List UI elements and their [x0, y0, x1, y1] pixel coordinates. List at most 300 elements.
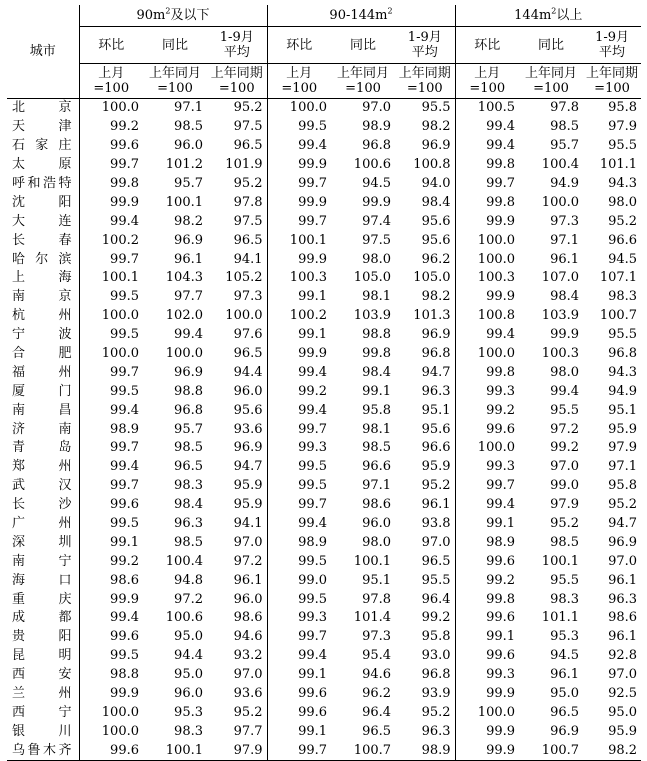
index-value-cell: 99.7 [298, 421, 328, 437]
table-body [7, 99, 641, 761]
base-header-line1: 上年同期 [398, 66, 451, 81]
city-column-header: 城市 [7, 5, 79, 99]
index-value-cell: 99.6 [486, 553, 516, 569]
index-value-cell: 99.5 [298, 459, 328, 475]
index-value-cell: 100.6 [353, 157, 392, 173]
index-value-cell: 94.7 [207, 458, 267, 477]
index-value-cell: 96.9 [395, 326, 455, 345]
index-value-cell: 102.0 [165, 308, 203, 324]
index-value-cell: 99.6 [110, 629, 139, 645]
index-value-cell: 100.3 [477, 270, 516, 286]
index-value-cell: 99.1 [298, 723, 328, 739]
index-value-cell: 97.2 [207, 552, 267, 571]
index-value-cell: 99.8 [110, 176, 139, 191]
index-value-cell: 96.5 [207, 231, 267, 250]
index-value-cell: 98.9 [110, 421, 139, 437]
group-header-medium: $90-144m^2$ [267, 5, 455, 27]
index-value-cell: 97.9 [608, 440, 638, 456]
index-value-cell: 98.3 [608, 289, 638, 305]
index-value-cell: 99.9 [550, 327, 580, 343]
index-value-cell: 101.4 [353, 610, 392, 626]
index-value-cell: 96.2 [362, 686, 392, 702]
table-row [7, 382, 641, 401]
index-value-cell: 97.3 [550, 213, 580, 229]
index-value-cell: 100.0 [207, 307, 267, 326]
index-value-cell: 104.3 [165, 270, 203, 286]
index-value-cell: 94.5 [608, 251, 638, 267]
index-value-cell: 95.8 [608, 478, 638, 494]
index-value-cell: 99.7 [486, 176, 516, 191]
index-value-cell: 99.5 [110, 648, 139, 664]
index-value-cell: 101.9 [207, 156, 267, 175]
index-value-cell: 95.7 [550, 138, 580, 154]
table-row [7, 156, 641, 175]
city-name-cell: 哈尔滨 [7, 250, 79, 269]
index-value-cell: 95.2 [395, 704, 455, 723]
metric-header-mom: 环比 [267, 27, 331, 64]
index-value-cell: 96.3 [395, 722, 455, 741]
city-name-cell: 兰州 [7, 685, 79, 704]
table-row [7, 609, 641, 628]
index-value-cell: 100.5 [477, 100, 516, 116]
index-value-cell: 97.1 [550, 232, 580, 248]
index-value-cell: 95.8 [395, 628, 455, 647]
index-value-cell: 94.4 [174, 648, 203, 664]
index-value-cell: 99.2 [486, 402, 516, 418]
index-value-cell: 100.0 [289, 100, 328, 116]
metric-header-ytd-avg-line1: 1-9月 [407, 30, 442, 45]
price-index-table [7, 5, 641, 761]
base-header-line2: =100 [93, 81, 130, 96]
index-value-cell: 100.0 [541, 194, 580, 210]
table-row [7, 269, 641, 288]
city-name-cell: 乌鲁木齐 [7, 741, 79, 760]
index-value-cell: 98.0 [362, 251, 392, 267]
base-header-line2: =100 [594, 81, 630, 96]
index-value-cell: 100.1 [165, 194, 203, 210]
index-value-cell: 98.5 [174, 534, 203, 550]
index-value-cell: 95.5 [608, 138, 638, 154]
index-value-cell: 93.8 [395, 515, 455, 534]
index-value-cell: 99.7 [110, 364, 139, 380]
metric-header-yoy: 同比 [519, 27, 583, 64]
index-value-cell: 99.6 [486, 610, 516, 626]
index-value-cell: 99.7 [298, 176, 328, 191]
metric-header-mom: 环比 [79, 27, 143, 64]
index-value-cell: 99.7 [110, 251, 139, 267]
group-header-large: $144m^2$以上 [455, 5, 641, 27]
base-header-line2: =100 [281, 81, 318, 96]
base-header-line1: 上月 [98, 66, 125, 81]
table-row [7, 288, 641, 307]
index-value-cell: 100.0 [477, 251, 516, 267]
city-name-cell: 贵阳 [7, 628, 79, 647]
city-name-cell: 广州 [7, 515, 79, 534]
index-value-cell: 99.1 [298, 667, 328, 683]
table-row [7, 326, 641, 345]
index-value-cell: 96.3 [395, 382, 455, 401]
index-value-cell: 99.6 [298, 686, 328, 702]
city-name-cell: 青岛 [7, 439, 79, 458]
index-value-cell: 100.0 [101, 100, 139, 116]
index-value-cell: 99.7 [110, 157, 139, 173]
index-value-cell: 99.3 [486, 459, 516, 475]
city-name-cell: 西宁 [7, 704, 79, 723]
metric-header-mom: 环比 [455, 27, 519, 64]
index-value-cell: 101.1 [541, 610, 580, 626]
index-value-cell: 99.4 [110, 459, 139, 475]
metric-header-ytd-avg-line1: 1-9月 [219, 30, 254, 45]
index-value-cell: 95.2 [395, 477, 455, 496]
index-value-cell: 94.6 [362, 667, 392, 683]
index-value-cell: 99.5 [110, 383, 139, 399]
index-value-cell: 98.8 [174, 383, 203, 399]
city-name-cell: 天津 [7, 118, 79, 137]
index-value-cell: 96.0 [362, 516, 392, 532]
table-row [7, 666, 641, 685]
index-value-cell: 99.8 [486, 157, 516, 173]
group-header-small: $90m^2$及以下 [79, 5, 267, 27]
index-value-cell: 96.8 [395, 666, 455, 685]
index-value-cell: 96.3 [174, 516, 203, 532]
index-value-cell: 100.0 [101, 723, 139, 739]
index-value-cell: 95.0 [174, 667, 203, 683]
city-name-cell: 武汉 [7, 477, 79, 496]
base-header-same-month-last-year [331, 64, 395, 99]
index-value-cell: 96.1 [608, 629, 638, 645]
index-value-cell: 99.2 [110, 553, 139, 569]
city-name-cell: 南宁 [7, 552, 79, 571]
index-value-cell: 95.7 [174, 176, 203, 191]
index-value-cell: 95.9 [608, 421, 638, 437]
index-value-cell: 98.2 [583, 741, 641, 760]
index-value-cell: 96.1 [174, 251, 203, 267]
index-value-cell: 99.9 [110, 591, 139, 607]
index-value-cell: 99.4 [174, 327, 203, 343]
city-name-cell: 太原 [7, 156, 79, 175]
index-value-cell: 99.8 [486, 364, 516, 380]
table-row [7, 647, 641, 666]
index-value-cell: 100.4 [165, 553, 203, 569]
index-value-cell: 99.1 [298, 289, 328, 305]
base-header-line1: 上年同期 [210, 66, 263, 81]
city-name-cell: 杭州 [7, 307, 79, 326]
index-value-cell: 97.5 [207, 212, 267, 231]
base-header-line2: =100 [345, 81, 381, 96]
table-row [7, 99, 641, 118]
base-header-line1: 上年同期 [586, 66, 639, 81]
base-header-same-period-last-year [583, 64, 641, 99]
index-value-cell: 95.2 [608, 213, 638, 229]
table-row [7, 552, 641, 571]
base-header-line2: =100 [157, 81, 193, 96]
index-value-cell: 100.0 [101, 308, 139, 324]
index-value-cell: 100.7 [519, 741, 583, 760]
index-value-cell: 95.6 [395, 212, 455, 231]
index-value-cell: 97.6 [207, 326, 267, 345]
index-value-cell: 95.7 [174, 421, 203, 437]
index-value-cell: 99.9 [362, 194, 392, 210]
index-value-cell: 96.2 [395, 250, 455, 269]
index-value-cell: 98.5 [550, 534, 580, 550]
index-value-cell: 98.3 [174, 723, 203, 739]
index-value-cell: 96.5 [174, 459, 203, 475]
index-value-cell: 96.8 [362, 138, 392, 154]
index-value-cell: 95.9 [207, 477, 267, 496]
index-value-cell: 95.2 [207, 175, 267, 194]
index-value-cell: 95.2 [207, 704, 267, 723]
index-value-cell: 98.9 [486, 534, 516, 550]
index-value-cell: 96.1 [207, 571, 267, 590]
index-value-cell: 100.6 [165, 610, 203, 626]
index-value-cell: 95.0 [608, 704, 638, 720]
index-value-cell: 103.9 [541, 308, 580, 324]
index-value-cell: 99.3 [298, 610, 328, 626]
index-value-cell: 98.5 [174, 119, 203, 135]
index-value-cell: 105.0 [353, 270, 392, 286]
table-row [7, 533, 641, 552]
index-value-cell: 99.2 [395, 609, 455, 628]
index-value-cell: 96.0 [207, 590, 267, 609]
index-value-cell: 99.1 [298, 327, 328, 343]
index-value-cell: 96.9 [174, 232, 203, 248]
index-value-cell: 100.3 [541, 346, 580, 362]
table-header [7, 5, 641, 99]
index-value-cell: 99.9 [298, 251, 328, 267]
table-row [7, 515, 641, 534]
index-value-cell: 98.6 [608, 610, 638, 626]
city-name-cell: 海口 [7, 571, 79, 590]
index-value-cell: 97.5 [207, 118, 267, 137]
index-value-cell: 93.0 [395, 647, 455, 666]
index-value-cell: 96.0 [207, 382, 267, 401]
index-value-cell: 103.9 [353, 308, 392, 324]
index-value-cell: 95.2 [207, 99, 267, 118]
index-value-cell: 99.2 [110, 119, 139, 135]
index-value-cell: 97.1 [362, 478, 392, 494]
index-value-cell: 99.0 [550, 478, 580, 494]
index-value-cell: 100.1 [541, 553, 580, 569]
table-row [7, 741, 641, 760]
index-value-cell: 92.8 [608, 648, 638, 664]
index-value-cell: 94.7 [395, 363, 455, 382]
index-value-cell: 99.4 [298, 402, 328, 418]
index-value-cell: 100.1 [101, 270, 139, 286]
index-value-cell: 100.1 [289, 232, 328, 248]
index-value-cell: 96.8 [608, 346, 638, 362]
index-value-cell: 96.9 [174, 364, 203, 380]
index-value-cell: 95.5 [550, 572, 580, 588]
city-name-cell: 济南 [7, 420, 79, 439]
index-value-cell: 96.1 [550, 251, 580, 267]
index-value-cell: 98.1 [362, 289, 392, 305]
index-value-cell: 97.9 [207, 741, 267, 760]
city-name-cell: 南京 [7, 288, 79, 307]
index-value-cell: 98.3 [174, 478, 203, 494]
index-value-cell: 95.6 [395, 231, 455, 250]
index-value-cell: 98.8 [362, 327, 392, 343]
index-value-cell: 97.0 [362, 100, 392, 116]
index-value-cell: 99.5 [298, 478, 328, 494]
table-row [7, 477, 641, 496]
index-value-cell: 94.0 [395, 175, 455, 194]
base-header-same-month-last-year [519, 64, 583, 99]
index-value-cell: 99.4 [298, 138, 328, 154]
base-header-line2: =100 [533, 81, 569, 96]
index-value-cell: 96.4 [395, 590, 455, 609]
table-row [7, 722, 641, 741]
index-value-cell: 98.9 [298, 534, 328, 550]
index-value-cell: 98.9 [362, 119, 392, 135]
index-value-cell: 97.7 [174, 289, 203, 305]
index-value-cell: 97.4 [362, 213, 392, 229]
index-value-cell: 100.0 [477, 704, 516, 720]
price-index-table-container [7, 5, 641, 761]
index-value-cell: 95.5 [395, 99, 455, 118]
index-value-cell: 98.5 [550, 119, 580, 135]
index-value-cell: 96.9 [395, 137, 455, 156]
index-value-cell: 100.0 [101, 704, 139, 720]
table-row [7, 137, 641, 156]
city-name-cell: 深圳 [7, 533, 79, 552]
table-row [7, 363, 641, 382]
table-row [7, 685, 641, 704]
index-value-cell: 94.4 [207, 363, 267, 382]
index-value-cell: 98.0 [550, 364, 580, 380]
index-value-cell: 100.0 [477, 346, 516, 362]
index-value-cell: 99.9 [110, 194, 139, 210]
index-value-cell: 100.8 [395, 156, 455, 175]
index-value-cell: 97.7 [207, 722, 267, 741]
metric-header-ytd-avg-line1: 1-9月 [595, 30, 629, 45]
city-name-cell: 西安 [7, 666, 79, 685]
table-row [7, 175, 641, 194]
index-value-cell: 100.4 [541, 157, 580, 173]
index-value-cell: 100.0 [477, 440, 516, 456]
index-value-cell: 105.0 [395, 269, 455, 288]
index-value-cell: 100.1 [353, 553, 392, 569]
index-value-cell: 100.1 [143, 741, 207, 760]
index-value-cell: 97.0 [608, 667, 638, 683]
city-name-cell: 厦门 [7, 382, 79, 401]
index-value-cell: 99.8 [362, 346, 392, 362]
index-value-cell: 95.2 [550, 516, 580, 532]
index-value-cell: 107.0 [541, 270, 580, 286]
index-value-cell: 98.2 [395, 288, 455, 307]
base-header-line1: 上月 [474, 66, 501, 81]
index-value-cell: 101.1 [599, 157, 638, 173]
index-value-cell: 99.3 [298, 440, 328, 456]
index-value-cell: 99.2 [298, 383, 328, 399]
index-value-cell: 99.9 [298, 157, 328, 173]
index-value-cell: 95.5 [395, 571, 455, 590]
index-value-cell: 96.5 [207, 345, 267, 364]
table-row [7, 590, 641, 609]
index-value-cell: 95.9 [207, 496, 267, 515]
index-value-cell: 97.1 [174, 100, 203, 116]
city-name-cell: 大连 [7, 212, 79, 231]
table-row [7, 193, 641, 212]
table-row [7, 118, 641, 137]
index-value-cell: 96.1 [608, 572, 638, 588]
index-value-cell: 95.8 [362, 402, 392, 418]
index-value-cell: 101.2 [165, 157, 203, 173]
index-value-cell: 97.8 [207, 193, 267, 212]
index-value-cell: 98.5 [362, 440, 392, 456]
index-value-cell: 95.0 [550, 686, 580, 702]
index-value-cell: 94.5 [550, 648, 580, 664]
table-row [7, 496, 641, 515]
index-value-cell: 99.8 [486, 194, 516, 210]
index-value-cell: 99.4 [110, 402, 139, 418]
index-value-cell: 97.9 [608, 119, 638, 135]
base-header-prev-month [455, 64, 519, 99]
index-value-cell: 97.0 [608, 553, 638, 569]
base-header-line1: 上年同月 [337, 66, 390, 81]
index-value-cell: 98.4 [362, 364, 392, 380]
index-value-cell: 96.6 [395, 439, 455, 458]
index-value-cell: 96.1 [395, 496, 455, 515]
index-value-cell: 98.3 [550, 591, 580, 607]
metric-header-yoy: 同比 [331, 27, 395, 64]
index-value-cell: 99.6 [110, 138, 139, 154]
table-row [7, 212, 641, 231]
metric-header-ytd-avg [583, 27, 641, 64]
index-value-cell: 99.9 [298, 194, 328, 210]
index-value-cell: 95.5 [550, 402, 580, 418]
index-value-cell: 98.1 [362, 421, 392, 437]
index-value-cell: 99.5 [110, 289, 139, 305]
index-value-cell: 99.1 [486, 516, 516, 532]
city-name-cell: 宁波 [7, 326, 79, 345]
index-value-cell: 95.9 [608, 723, 638, 739]
index-value-cell: 99.5 [298, 119, 328, 135]
index-value-cell: 96.5 [395, 552, 455, 571]
index-value-cell: 98.5 [174, 440, 203, 456]
base-header-line2: =100 [406, 81, 443, 96]
city-name-cell: 沈阳 [7, 193, 79, 212]
index-value-cell: 92.5 [608, 686, 638, 702]
index-value-cell: 95.5 [608, 327, 638, 343]
index-value-cell: 95.1 [608, 402, 638, 418]
index-value-cell: 100.0 [101, 346, 139, 362]
table-row [7, 231, 641, 250]
index-value-cell: 99.7 [486, 478, 516, 494]
index-value-cell: 98.8 [110, 667, 139, 683]
index-value-cell: 96.9 [207, 439, 267, 458]
index-value-cell: 94.9 [550, 176, 580, 191]
index-value-cell: 96.9 [608, 534, 638, 550]
index-value-cell: 93.9 [395, 685, 455, 704]
metric-header-ytd-avg-line2: 平均 [599, 45, 626, 60]
index-value-cell: 99.1 [110, 534, 139, 550]
index-value-cell: 100.8 [477, 308, 516, 324]
index-value-cell: 99.4 [298, 516, 328, 532]
city-name-cell: 南昌 [7, 401, 79, 420]
index-value-cell: 97.0 [207, 666, 267, 685]
city-name-cell: 合肥 [7, 345, 79, 364]
index-value-cell: 94.8 [174, 572, 203, 588]
index-value-cell: 99.5 [110, 516, 139, 532]
index-value-cell: 94.1 [207, 250, 267, 269]
city-name-cell: 福州 [7, 363, 79, 382]
index-value-cell: 96.0 [174, 138, 203, 154]
index-value-cell: 105.2 [207, 269, 267, 288]
base-header-line1: 上年同月 [525, 66, 578, 81]
index-value-cell: 94.7 [608, 516, 638, 532]
metric-header-yoy: 同比 [143, 27, 207, 64]
index-value-cell: 100.0 [477, 232, 516, 248]
